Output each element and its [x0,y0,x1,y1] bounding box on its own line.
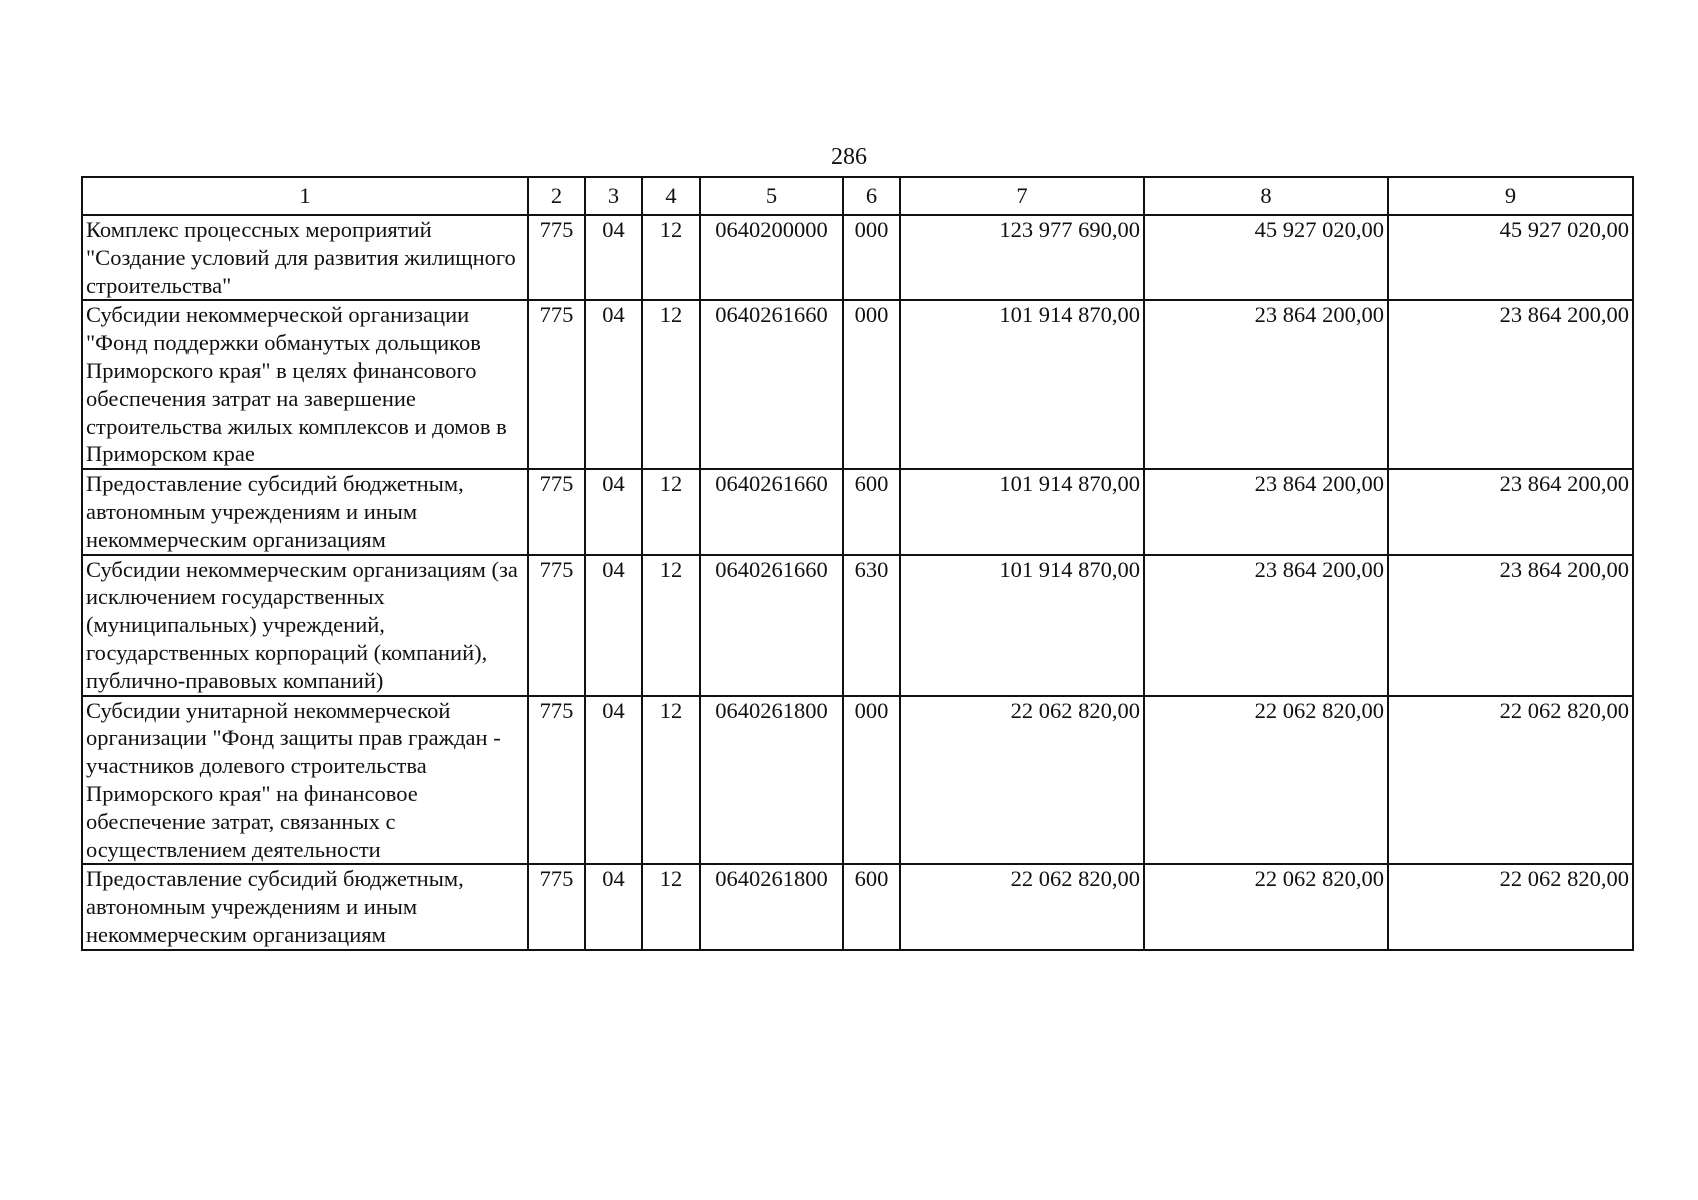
row-subsection-code: 12 [642,555,700,696]
header-row [82,177,1633,215]
column-header-4: 4 [642,177,700,215]
row-amount-col7: 123 977 690,00 [900,215,1144,300]
row-amount-col7: 101 914 870,00 [900,469,1144,554]
row-ministry-code: 775 [528,215,585,300]
row-expense-type-code: 000 [843,696,900,865]
row-name: Комплекс процессных мероприятий "Создание условий для развития жилищного строительства" [82,215,528,300]
row-amount-col8: 45 927 020,00 [1144,215,1388,300]
row-name: Субсидии некоммерческим организациям (за исключением государственных (муниципальных) учреждений, государственных корпораций (компаний), публично-правовых компаний) [82,555,528,696]
page-number: 286 [831,144,867,170]
table-row [82,300,1633,469]
table-row [82,696,1633,865]
row-target-code: 0640200000 [700,215,843,300]
row-subsection-code: 12 [642,696,700,865]
row-amount-col9: 22 062 820,00 [1388,864,1633,949]
table-row [82,469,1633,554]
row-section-code: 04 [585,469,642,554]
row-amount-col9: 23 864 200,00 [1388,300,1633,469]
column-header-5: 5 [700,177,843,215]
column-header-1: 1 [82,177,528,215]
row-subsection-code: 12 [642,300,700,469]
row-amount-col7: 22 062 820,00 [900,864,1144,949]
row-subsection-code: 12 [642,469,700,554]
row-expense-type-code: 600 [843,469,900,554]
row-expense-type-code: 000 [843,300,900,469]
row-amount-col9: 23 864 200,00 [1388,555,1633,696]
row-ministry-code: 775 [528,864,585,949]
row-amount-col9: 23 864 200,00 [1388,469,1633,554]
row-amount-col7: 101 914 870,00 [900,555,1144,696]
row-amount-col8: 23 864 200,00 [1144,555,1388,696]
row-ministry-code: 775 [528,555,585,696]
column-header-6: 6 [843,177,900,215]
column-header-9: 9 [1388,177,1633,215]
row-expense-type-code: 000 [843,215,900,300]
row-ministry-code: 775 [528,696,585,865]
row-amount-col9: 45 927 020,00 [1388,215,1633,300]
row-target-code: 0640261660 [700,555,843,696]
row-amount-col9: 22 062 820,00 [1388,696,1633,865]
row-name: Субсидии унитарной некоммерческой организации "Фонд защиты прав граждан - участников долевого строительства Приморского края" на финансовое обеспечение затрат, связанных с осуществлением деятельности [82,696,528,865]
row-amount-col8: 23 864 200,00 [1144,469,1388,554]
row-subsection-code: 12 [642,864,700,949]
row-name: Субсидии некоммерческой организации "Фонд поддержки обманутых дольщиков Приморского края" в целях финансового обеспечения затрат на завершение строительства жилых комплексов и домов в Приморском крае [82,300,528,469]
row-section-code: 04 [585,696,642,865]
row-ministry-code: 775 [528,469,585,554]
row-target-code: 0640261660 [700,469,843,554]
table-row [82,555,1633,696]
row-section-code: 04 [585,300,642,469]
row-name: Предоставление субсидий бюджетным, автономным учреждениям и иным некоммерческим организациям [82,864,528,949]
column-header-7: 7 [900,177,1144,215]
row-section-code: 04 [585,864,642,949]
row-amount-col7: 22 062 820,00 [900,696,1144,865]
row-amount-col8: 22 062 820,00 [1144,696,1388,865]
column-header-2: 2 [528,177,585,215]
row-target-code: 0640261800 [700,696,843,865]
table-row [82,215,1633,300]
table-row [82,864,1633,949]
row-name: Предоставление субсидий бюджетным, автономным учреждениям и иным некоммерческим организациям [82,469,528,554]
row-target-code: 0640261660 [700,300,843,469]
row-section-code: 04 [585,215,642,300]
budget-table [81,176,1634,951]
row-amount-col7: 101 914 870,00 [900,300,1144,469]
row-expense-type-code: 630 [843,555,900,696]
row-amount-col8: 23 864 200,00 [1144,300,1388,469]
column-header-3: 3 [585,177,642,215]
row-subsection-code: 12 [642,215,700,300]
row-expense-type-code: 600 [843,864,900,949]
column-header-8: 8 [1144,177,1388,215]
row-amount-col8: 22 062 820,00 [1144,864,1388,949]
row-target-code: 0640261800 [700,864,843,949]
row-ministry-code: 775 [528,300,585,469]
row-section-code: 04 [585,555,642,696]
